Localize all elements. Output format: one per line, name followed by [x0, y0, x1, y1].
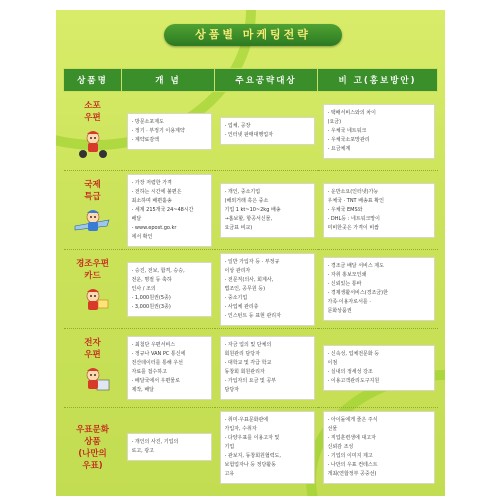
notes-line: - 경조금 배달 서비스 제도 — [327, 263, 384, 269]
concept-line: - 배달국에서 우편물로 — [131, 378, 180, 384]
notes-cell — [318, 92, 438, 171]
notes-line: - 우체국 네트워크 — [327, 127, 367, 134]
concept-line: - 1,000원권(5종) — [131, 294, 171, 301]
column-header-product: 상품명 — [64, 69, 122, 92]
notes-line: - DHL등 : 네트워크망이 — [327, 215, 380, 222]
targets-box — [220, 336, 315, 400]
poster — [56, 10, 445, 496]
notes-cell — [318, 250, 438, 329]
concept-line: - 계약료감액 — [131, 136, 160, 143]
notes-line: - 자취 홍보모인쇄 — [327, 272, 367, 278]
targets-line: (해외거래 혹은 중소 — [224, 197, 269, 204]
targets-line: - 관보지, 동창회원협력도, — [224, 452, 281, 459]
targets-line: 이상 관리자 — [224, 267, 251, 274]
targets-line: - 자금 업의 및 단체의 — [224, 342, 272, 348]
targets-line: - 가입자의 요금 및 공부 — [224, 378, 277, 384]
notes-box — [323, 104, 435, 159]
concept-box — [127, 113, 212, 150]
column-header-notes: 비 고(홍보방안) — [318, 69, 438, 92]
table-header-row — [64, 69, 438, 92]
concept-line: - 정규나 VAN PC 통신에 — [131, 351, 186, 357]
concept-line: - 방문소포제도 — [131, 118, 164, 125]
table-row — [64, 171, 438, 250]
notes-cell — [318, 329, 438, 408]
targets-line: - 일반 가입자 등 · 부정규 — [224, 258, 280, 265]
mailman-mascot-on-motorbike-icon — [64, 127, 122, 165]
notes-line: 개최(연합정부 공중선) — [327, 470, 377, 477]
concept-line: - 가장 저렴한 가격 — [131, 179, 172, 186]
concept-box — [127, 262, 212, 317]
targets-line: - 업체, 공장 — [224, 123, 251, 129]
targets-cell — [215, 171, 318, 250]
page-title: 상품별 마케팅전략 — [164, 24, 342, 46]
notes-box — [323, 183, 435, 238]
product-cell — [64, 92, 122, 171]
table-row — [64, 250, 438, 329]
targets-line: - 대학교 및 각급 학교 — [224, 360, 272, 366]
targets-box — [220, 117, 315, 145]
notes-line: - 나만의 우표 컨테스트 — [327, 461, 378, 468]
concept-box — [127, 433, 212, 461]
concept-line: 인사 / 조의 — [131, 285, 156, 292]
table-row — [64, 92, 438, 171]
notes-line: 가족·이용자로서를 · — [327, 299, 371, 305]
notes-box — [323, 411, 435, 484]
notes-line: - 이용고객관리도구지원 — [327, 378, 380, 384]
notes-line: - 아이돌에게 줄은 주식 — [327, 416, 378, 423]
targets-line: - 사업체 관리층 — [224, 303, 259, 310]
targets-cell — [215, 408, 318, 487]
targets-box — [220, 411, 315, 484]
mailman-mascot-on-airplane-icon — [64, 206, 122, 244]
targets-line: 동창회 회원관리자 — [224, 369, 265, 375]
targets-line: - 개인, 중소기업 — [224, 188, 261, 195]
notes-line: 우체국 · TNT 배송표 확인 — [327, 197, 384, 204]
targets-line: 법조인, 공무원 등) — [224, 285, 266, 292]
targets-line: - 다양우표를 이용고자 및 — [224, 434, 280, 441]
product-cell — [64, 329, 122, 408]
notes-line: - 신뢰있는 통바 — [327, 281, 362, 287]
notes-line: - 직업훈련생에 대고자 — [327, 434, 376, 441]
notes-line: 문화상품권 — [327, 308, 352, 314]
targets-line: 고유 — [224, 470, 235, 477]
concept-line: - 전하는 시간에 불편은 — [131, 188, 182, 195]
column-header-targets: 주요공략대상 — [215, 69, 318, 92]
product-name: 전자 우편 — [84, 337, 101, 360]
targets-line: 기업 — [224, 443, 235, 450]
notes-line: - 경제생활서비스(경조금)한 — [327, 290, 388, 296]
product-name: 국제 특급 — [84, 179, 101, 202]
targets-line: 담당자 — [224, 387, 239, 393]
concept-line: 제작, 배달 — [131, 387, 154, 393]
concept-cell — [122, 329, 215, 408]
notes-cell — [318, 408, 438, 487]
notes-line: - 요금체계 — [327, 145, 351, 152]
product-cell — [64, 171, 122, 250]
concept-cell — [122, 92, 215, 171]
concept-line: - 개인의 사진, 기업의 — [131, 439, 179, 446]
notes-box — [323, 257, 435, 321]
targets-cell — [215, 92, 318, 171]
targets-line: - 취미·우표문화관에 — [224, 416, 269, 423]
notes-line: - 실내의 정세성 강조 — [327, 369, 373, 375]
table-row — [64, 408, 438, 487]
targets-line: →홈보할, 항공서신물, — [224, 215, 273, 222]
mailman-mascot-with-computer-icon — [64, 364, 122, 402]
targets-line: 보험업자나 등 정당활동 — [224, 461, 276, 468]
targets-line: 요금표 비교) — [224, 224, 253, 231]
targets-line: 가입자, 수취자 — [224, 425, 257, 432]
notes-line: - 신속성, 업체전문화 등 — [327, 351, 380, 357]
product-cell — [64, 408, 122, 487]
concept-box — [127, 336, 212, 400]
product-name: 경조우편 카드 — [76, 258, 109, 281]
product-cell — [64, 250, 122, 329]
notes-box — [323, 345, 435, 391]
concept-line: - 최첨단 우편서비스 — [131, 342, 176, 348]
strategy-table — [63, 68, 438, 487]
concept-cell — [122, 171, 215, 250]
concept-line: - 정기 · 부정기 이용계약 — [131, 127, 185, 134]
targets-line: 기업 1 kt~10~2kg 배송 — [224, 206, 281, 213]
notes-line: - 택배서비스와의 차이 — [327, 109, 376, 116]
concept-line: - 3,000원권(3종) — [131, 303, 171, 310]
concept-line: 최소하며 배편훌송 — [131, 197, 172, 204]
targets-cell — [215, 250, 318, 329]
targets-cell — [215, 329, 318, 408]
concept-line: 전산데이터를 통해 우선 — [131, 360, 183, 366]
targets-line: - 중소기업 — [224, 294, 248, 301]
targets-box — [220, 253, 315, 326]
mailman-mascot-with-card-icon — [64, 285, 122, 323]
notes-line: 이점 — [327, 360, 338, 366]
product-name: 우표문화 상품 (나만의 우표) — [76, 425, 109, 472]
product-name: 소포 우편 — [84, 100, 101, 123]
notes-line: - 운반소요(인터넷)가능 — [327, 188, 379, 195]
notes-line: 선물 — [327, 425, 338, 432]
targets-box — [220, 183, 315, 238]
table-row — [64, 329, 438, 408]
targets-line: - 인스턴트 등 표현 관리자 — [224, 312, 281, 319]
concept-line: - www.epost.go.kr — [131, 224, 177, 231]
concept-cell — [122, 408, 215, 487]
notes-line: 미비한곳은 가격이 비쌈 — [327, 224, 379, 231]
concept-line: - 세계 215개국 24~48시간 — [131, 206, 194, 213]
concept-line: 배달 — [131, 215, 142, 222]
targets-line: - 인터넷 판매대행업자 — [224, 132, 273, 138]
targets-line: 회원관리 담당자 — [224, 351, 260, 357]
notes-line: - 우체국 EMS와 — [327, 206, 363, 213]
concept-box — [127, 174, 212, 247]
concept-line: 로고, 광고 — [131, 448, 154, 455]
concept-line: 자료를 접수하고 — [131, 369, 167, 375]
notes-line: 신뢰감 조성 — [327, 443, 354, 450]
notes-cell — [318, 171, 438, 250]
notes-line: (요금) — [327, 118, 342, 125]
concept-line: 에서 확인 — [131, 233, 153, 240]
concept-line: - 승진, 전보, 합격, 승승, — [131, 267, 185, 274]
concept-cell — [122, 250, 215, 329]
targets-line: - 전문직(의사, 회계사, — [224, 276, 274, 283]
notes-line: - 기업의 이미지 제고 — [327, 452, 373, 459]
concept-line: 전운, 명절 등 축하 — [131, 276, 172, 283]
column-header-concept: 개 념 — [122, 69, 215, 92]
notes-line: - 우체국소포망관리 — [327, 136, 370, 143]
